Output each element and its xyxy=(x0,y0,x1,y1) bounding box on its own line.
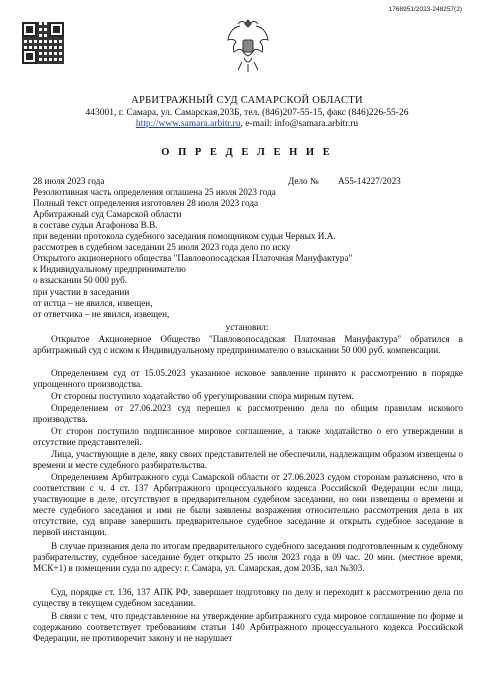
intro-line: рассмотрев в судебном заседании 25 июля 2023 года дело по иску xyxy=(33,242,291,252)
intro-line: Арбитражный суд Самарской области xyxy=(33,209,182,219)
court-contacts xyxy=(0,119,494,129)
established-label: установил: xyxy=(225,322,269,332)
court-email: info@samara.arbitr.ru xyxy=(274,119,359,129)
intro-line: от ответчика – не явился, извещен, xyxy=(33,309,170,319)
paragraph: От сторон поступило подписанное мировое соглашение, а также ходатайство о его утверждении в отсутствие представителей. xyxy=(33,426,463,448)
intro-line: о взыскании 50 000 руб. xyxy=(33,275,128,285)
qr-code xyxy=(22,22,64,64)
intro-line: от истца – не явился, извещен, xyxy=(33,298,153,308)
paragraph: От стороны поступило ходатайство об урегулировании спора мирным путем. xyxy=(51,391,354,401)
coat-of-arms-emblem xyxy=(226,16,270,76)
document-title: О П Р Е Д Е Л Е Н И Е xyxy=(161,147,333,158)
paragraph: В связи с тем, что представленное на утверждение арбитражного суда мировое соглашение по форме и содержанию соответствует требованиям статьи 140 Арбитражного процессуального кодекса Российской Федерации, не противоречит закону и не нарушает xyxy=(33,611,463,644)
case-number: А55-14227/2023 xyxy=(338,176,401,186)
paragraph: Определением от 27.06.2023 суд перешел к рассмотрению дела по общим правилам искового производства. xyxy=(33,403,463,425)
intro-line: при участии в заседании xyxy=(33,287,130,297)
court-address: 443001, г. Самара, ул. Самарская,203Б, тел. (846)207-55-15, факс (846)226-55-26 xyxy=(85,108,409,118)
paragraph: Определением Арбитражного суда Самарской области от 27.06.2023 судом сторонам разъяснено, что в соответствии с ч. 4 ст. 137 Арбитражного процессуального кодекса Российской Федерации если лица, участвующие в деле, отсутствуют в предварительном судебном заседании, но они извещены о времени и месте судебного заседания и ими не были заявлены возражения относительно рассмотрения дела в их отсутствие, суд вправе завершить предварительное судебное заседание и открыть судебное заседание в первой инстанции. xyxy=(33,472,463,538)
paragraph: Определением суд от 15.05.2023 указанное исковое заявление принято к рассмотрению в порядке упрощенного производства. xyxy=(33,368,463,390)
full-text-line: Полный текст определения изготовлен 28 июля 2023 года xyxy=(33,198,259,208)
intro-line: Открытого акционерного общества "Павловопосадская Платочная Мануфактура" xyxy=(33,253,353,263)
case-label: Дело № xyxy=(288,176,319,186)
resolution-line: Резолютивная часть определения оглашена 25 июля 2023 года xyxy=(33,187,276,197)
court-website-link[interactable]: http://www.samara.arbitr.ru xyxy=(135,119,241,129)
paragraph: Суд, порядке ст. 136, 137 АПК РФ, завершает подготовку по делу и переходит к рассмотрению дела по существу в текущем судебном заседании. xyxy=(33,587,463,609)
document-id: 1768951/2023-248257(2) xyxy=(388,6,462,13)
paragraph: В случае признания дела по итогам предварительного судебного заседания подготовленным к судебному разбирательству, судебное заседание будет открыто 25 июля 2023 года в 09 час. 20 мин. (местное время, МСК+1) в помещении суда по адресу: г. Самара, ул. Самарская, дом 203Б, зал №303. xyxy=(33,541,463,574)
intro-line: в составе судьи Агафонова В.В. xyxy=(33,220,158,230)
court-name: АРБИТРАЖНЫЙ СУД САМАРСКОЙ ОБЛАСТИ xyxy=(131,95,363,106)
intro-line: к Индивидуальному предпринимателю xyxy=(33,264,186,274)
document-date: 28 июля 2023 года xyxy=(33,176,105,186)
email-prefix: , e-mail: xyxy=(240,119,275,129)
intro-line: при ведении протокола судебного заседания помощником судьи Черных И.А. xyxy=(33,231,336,241)
paragraph: Открытое Акционерное Общество "Павловопосадская Платочная Мануфактура" обратился в арбитражный суд с иском к Индивидуальному предпринимателю о взыскании 50 000 руб. компенсации. xyxy=(33,334,463,356)
paragraph: Лица, участвующие в деле, явку своих представителей не обеспечили, надлежащим образом извещены о времени и месте судебного разбирательства. xyxy=(33,449,463,471)
